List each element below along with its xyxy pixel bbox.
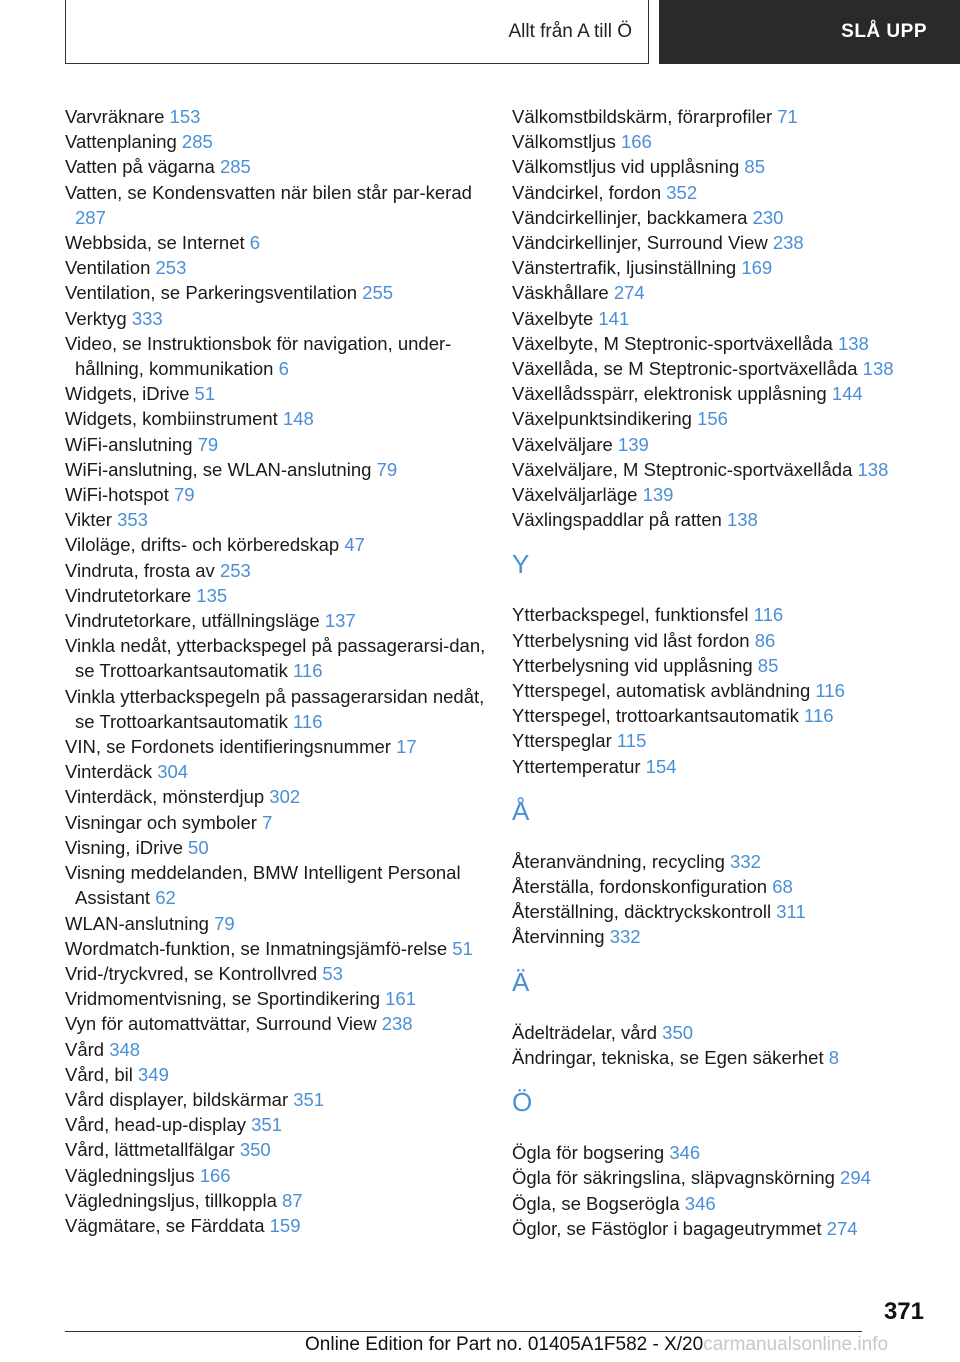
- index-entry: [512, 104, 952, 129]
- index-entry: [512, 1140, 952, 1165]
- entry-page-link[interactable]: 230: [752, 206, 784, 228]
- entry-text: Visning, iDrive: [65, 836, 183, 858]
- entry-text: Widgets, iDrive: [65, 383, 190, 405]
- index-entry: [65, 331, 505, 381]
- entry-page-link[interactable]: 8: [828, 1046, 840, 1068]
- entry-page-link[interactable]: 332: [609, 926, 641, 948]
- entry-text: Ytterbelysning vid låst fordon: [512, 629, 750, 651]
- index-entry: [65, 684, 505, 734]
- index-column-left: [65, 104, 505, 1238]
- entry-text: Växellådsspärr, elektronisk upplåsning: [512, 383, 827, 405]
- entry-text: Vindrutetorkare: [65, 584, 192, 606]
- letter-heading: Ö: [512, 1087, 533, 1118]
- entry-page-link[interactable]: 285: [219, 156, 251, 178]
- entry-text: Video, se Instruktionsbok för navigation, under‐hållning, kommunikation: [65, 332, 452, 380]
- index-column-right: [512, 104, 952, 1241]
- entry-text: Välkomstljus vid upplåsning: [512, 156, 740, 178]
- entry-page-link[interactable]: 137: [324, 610, 356, 632]
- entry-page-link[interactable]: 115: [616, 730, 647, 752]
- entry-text: Vägmätare, se Färddata: [65, 1214, 265, 1236]
- index-entry: [65, 558, 505, 583]
- entry-text: Välkomstljus: [512, 131, 616, 153]
- lookup-label: SLÅ UPP: [841, 21, 927, 42]
- index-entry: [65, 432, 505, 457]
- entry-text: Välkomstbildskärm, förarprofiler: [512, 106, 773, 127]
- index-entry: [512, 230, 952, 255]
- entry-page-link[interactable]: 79: [197, 433, 219, 455]
- entry-page-link[interactable]: 141: [598, 307, 630, 329]
- index-entry: [65, 961, 505, 986]
- entry-text: Ögla, se Bogserögla: [512, 1192, 680, 1214]
- entry-text: Visningar och symboler: [65, 811, 257, 833]
- entry-page-link[interactable]: 17: [396, 736, 417, 758]
- entry-text: Ögla för säkringslina, släpvagnskörning: [512, 1167, 835, 1189]
- entry-page-link[interactable]: 51: [452, 937, 473, 959]
- index-entry: [512, 703, 952, 728]
- entry-text: WLAN-anslutning: [65, 912, 209, 934]
- entry-page-link[interactable]: 86: [754, 629, 776, 651]
- entry-page-link[interactable]: 166: [620, 131, 652, 153]
- index-entry: [65, 1163, 505, 1188]
- entry-text: Vikter: [65, 509, 112, 531]
- index-entry: [512, 154, 952, 179]
- index-entry: [512, 432, 952, 457]
- entry-page-link[interactable]: 346: [669, 1142, 701, 1164]
- index-entry: [65, 1062, 505, 1087]
- entry-text: Växellåda, se M Steptronic-sportväxellåda: [512, 358, 858, 380]
- index-entry: [65, 734, 505, 759]
- index-entry: [65, 1112, 505, 1137]
- index-entry: [65, 1011, 505, 1036]
- entry-text: Vattenplaning: [65, 131, 177, 153]
- entry-text: Verktyg: [65, 307, 127, 329]
- index-entry: [512, 924, 952, 949]
- index-entry: [512, 1191, 952, 1216]
- entry-page-link[interactable]: 116: [293, 660, 323, 682]
- index-entry: [512, 1165, 952, 1190]
- entry-page-link[interactable]: 333: [131, 307, 163, 329]
- index-entry: [512, 899, 952, 924]
- index-entry: [65, 784, 505, 809]
- index-entry: [65, 154, 505, 179]
- entry-text: WiFi-anslutning, se WLAN-anslutning: [65, 458, 372, 480]
- entry-text: Återvinning: [512, 926, 605, 948]
- entry-page-link[interactable]: 351: [293, 1088, 325, 1110]
- index-entry: [512, 849, 952, 874]
- index-entry: [65, 860, 505, 910]
- entry-page-link[interactable]: 138: [857, 458, 889, 480]
- entry-text: Vyn för automattvättar, Surround View: [65, 1013, 377, 1035]
- entry-page-link[interactable]: 139: [617, 433, 649, 455]
- entry-text: Växlingspaddlar på ratten: [512, 509, 722, 531]
- entry-page-link[interactable]: 68: [772, 876, 793, 898]
- entry-page-link[interactable]: 285: [181, 131, 213, 153]
- entry-page-link[interactable]: 169: [741, 257, 773, 279]
- index-entry: [65, 835, 505, 860]
- entry-page-link[interactable]: 138: [726, 509, 758, 531]
- entry-text: Wordmatch-funktion, se Inmatningsjämfö‐relse: [65, 937, 448, 959]
- index-entry: [512, 205, 952, 230]
- index-entry: [65, 608, 505, 633]
- index-entry: [512, 356, 952, 381]
- entry-page-link[interactable]: 294: [840, 1167, 871, 1189]
- letter-heading: Å: [512, 795, 530, 826]
- entry-page-link[interactable]: 255: [362, 282, 394, 304]
- index-entry: [512, 180, 952, 205]
- entry-text: Vindrutetorkare, utfällningsläge: [65, 610, 320, 632]
- entry-text: Växelpunktsindikering: [512, 408, 692, 430]
- entry-text: Vrid-/tryckvred, se Kontrollvred: [65, 962, 318, 984]
- entry-text: Återställning, däcktryckskontroll: [512, 901, 772, 923]
- entry-text: Vänstertrafik, ljusinställning: [512, 257, 737, 279]
- footer: [305, 1334, 888, 1356]
- entry-text: Vinterdäck: [65, 761, 153, 783]
- entry-page-link[interactable]: 159: [269, 1214, 301, 1236]
- entry-text: Väskhållare: [512, 282, 609, 304]
- entry-page-link[interactable]: 116: [804, 705, 834, 727]
- index-entry: [512, 457, 952, 482]
- entry-page-link[interactable]: 351: [251, 1114, 283, 1136]
- index-entry: [65, 180, 505, 230]
- index-entry: [65, 759, 505, 784]
- entry-page-link[interactable]: 346: [684, 1192, 716, 1214]
- entry-text: Vändcirkellinjer, Surround View: [512, 232, 768, 254]
- entry-text: Vatten på vägarna: [65, 156, 215, 178]
- entry-text: Ventilation, se Parkeringsventilation: [65, 282, 358, 304]
- entry-text: Vård, head-up-display: [65, 1114, 246, 1136]
- entry-page-link[interactable]: 87: [282, 1189, 303, 1211]
- index-entry: [512, 129, 952, 154]
- page-header: [0, 0, 960, 68]
- entry-page-link[interactable]: 348: [109, 1038, 141, 1060]
- index-entry: [512, 1045, 952, 1070]
- entry-text: Vägledningsljus: [65, 1164, 195, 1186]
- entry-page-link[interactable]: 116: [293, 710, 323, 732]
- index-entry: [65, 986, 505, 1011]
- entry-text: Vård: [65, 1038, 105, 1060]
- entry-text: Återanvändning, recycling: [512, 850, 725, 872]
- entry-text: Viloläge, drifts- och körberedskap: [65, 534, 340, 556]
- index-entry: [512, 1216, 952, 1241]
- entry-page-link[interactable]: 6: [249, 232, 261, 254]
- index-entry: [65, 406, 505, 431]
- entry-text: Växelbyte: [512, 307, 594, 329]
- entry-text: Växelväljarläge: [512, 484, 638, 506]
- entry-page-link[interactable]: 238: [381, 1013, 413, 1035]
- entry-text: Vägledningsljus, tillkoppla: [65, 1189, 277, 1211]
- entry-text: Växelväljare: [512, 433, 613, 455]
- entry-text: Öglor, se Fästöglor i bagageutrymmet: [512, 1217, 822, 1239]
- index-entry: [65, 381, 505, 406]
- entry-page-link[interactable]: 139: [642, 484, 674, 506]
- entry-page-link[interactable]: 161: [385, 988, 417, 1010]
- entry-text: Widgets, kombiinstrument: [65, 408, 278, 430]
- entry-page-link[interactable]: 253: [155, 257, 187, 279]
- index-entry: [512, 728, 952, 753]
- index-entry: [65, 1213, 505, 1238]
- entry-text: Varvräknare: [65, 106, 165, 127]
- entry-page-link[interactable]: 253: [219, 559, 251, 581]
- entry-text: Ädelträdelar, vård: [512, 1021, 658, 1043]
- index-entry: [65, 633, 505, 683]
- entry-page-link[interactable]: 53: [322, 962, 343, 984]
- entry-text: Vård, bil: [65, 1063, 133, 1085]
- footer-edition: Online Edition for Part no. 01405A1F582 - X/20: [305, 1334, 704, 1355]
- entry-text: Ytterbackspegel, funktionsfel: [512, 604, 749, 626]
- entry-text: Vridmomentvisning, se Sportindikering: [65, 988, 380, 1010]
- entry-text: Vändcirkellinjer, backkamera: [512, 206, 748, 228]
- entry-page-link[interactable]: 116: [815, 680, 845, 702]
- entry-page-link[interactable]: 79: [173, 484, 195, 506]
- index-entry: [65, 507, 505, 532]
- entry-page-link[interactable]: 6: [278, 358, 289, 380]
- index-entry: [512, 482, 952, 507]
- entry-text: Ändringar, tekniska, se Egen säkerhet: [512, 1046, 824, 1068]
- index-entry: [65, 810, 505, 835]
- entry-page-link[interactable]: 50: [188, 836, 209, 858]
- entry-page-link[interactable]: 138: [837, 332, 869, 354]
- index-entry: [512, 1020, 952, 1045]
- entry-page-link[interactable]: 148: [282, 408, 314, 430]
- index-entry: [512, 653, 952, 678]
- entry-text: Ytterbelysning vid upplåsning: [512, 654, 753, 676]
- index-entry: [512, 331, 952, 356]
- entry-text: Visning meddelanden, BMW Intelligent Personal Assistant: [65, 862, 461, 909]
- entry-page-link[interactable]: 302: [269, 786, 301, 808]
- entry-text: Ventilation: [65, 257, 151, 279]
- index-entry: [65, 532, 505, 557]
- entry-page-link[interactable]: 304: [157, 761, 189, 783]
- page-number: 371: [883, 1298, 924, 1325]
- lookup-tab[interactable]: [659, 0, 960, 64]
- entry-page-link[interactable]: 311: [776, 901, 806, 923]
- index-entry: [512, 754, 952, 779]
- index-entry: [512, 628, 952, 653]
- entry-text: Återställa, fordonskonfiguration: [512, 876, 768, 898]
- entry-page-link[interactable]: 79: [376, 458, 398, 480]
- entry-text: Vinkla ytterbackspegeln på passagerarsidan nedåt, se Trottoarkantsautomatik: [65, 685, 485, 732]
- entry-text: Ytterspeglar: [512, 730, 612, 752]
- entry-page-link[interactable]: 332: [730, 850, 761, 872]
- entry-text: Vård displayer, bildskärmar: [65, 1088, 289, 1110]
- entry-page-link[interactable]: 79: [214, 912, 235, 934]
- index-entry: [65, 482, 505, 507]
- entry-page-link[interactable]: 47: [344, 534, 365, 556]
- entry-text: Växelbyte, M Steptronic-sportväxellåda: [512, 332, 833, 354]
- index-entry: [65, 230, 505, 255]
- entry-page-link[interactable]: 116: [753, 604, 784, 626]
- letter-heading: Y: [512, 549, 530, 580]
- index-entry: [65, 1087, 505, 1112]
- entry-text: Vindruta, frosta av: [65, 559, 215, 581]
- index-entry: [512, 406, 952, 431]
- index-entry: [65, 457, 505, 482]
- entry-page-link[interactable]: 135: [196, 584, 228, 606]
- entry-text: VIN, se Fordonets identifieringsnummer: [65, 736, 391, 758]
- index-entry: [512, 280, 952, 305]
- index-entry: [512, 255, 952, 280]
- entry-page-link[interactable]: 353: [117, 509, 148, 531]
- entry-page-link[interactable]: 350: [662, 1021, 694, 1043]
- footer-watermark: carmanualsonline.info: [703, 1334, 889, 1355]
- entry-page-link[interactable]: 85: [757, 654, 779, 676]
- index-entry: [512, 306, 952, 331]
- section-title-box: [65, 0, 649, 64]
- index-entry: [65, 1037, 505, 1062]
- entry-page-link[interactable]: 352: [666, 181, 698, 203]
- index-entry: [65, 280, 505, 305]
- index-entry: [65, 255, 505, 280]
- entry-page-link[interactable]: 7: [262, 811, 273, 833]
- entry-text: Vård, lättmetallfälgar: [65, 1139, 235, 1161]
- index-entry: [65, 1137, 505, 1162]
- index-entry: [65, 129, 505, 154]
- index-entry: [65, 104, 505, 129]
- index-entry: [65, 911, 505, 936]
- index-entry: [512, 874, 952, 899]
- entry-text: Vatten, se Kondensvatten när bilen står par‐kerad: [65, 181, 472, 203]
- entry-text: Ögla för bogsering: [512, 1142, 665, 1164]
- index-entry: [512, 602, 952, 627]
- index-entry: [65, 1188, 505, 1213]
- entry-text: WiFi-hotspot: [65, 484, 169, 506]
- entry-page-link[interactable]: 144: [831, 383, 863, 405]
- section-title: Allt från A till Ö: [508, 20, 632, 42]
- entry-page-link[interactable]: 85: [744, 156, 765, 178]
- entry-page-link[interactable]: 238: [772, 232, 804, 254]
- entry-text: Vinkla nedåt, ytterbackspegel på passagerarsi‐dan, se Trottoarkantsautomatik: [65, 635, 486, 682]
- entry-page-link[interactable]: 274: [613, 282, 645, 304]
- entry-text: Vinterdäck, mönsterdjup: [65, 786, 265, 808]
- index-entry: [512, 381, 952, 406]
- entry-page-link[interactable]: 71: [777, 106, 798, 127]
- entry-text: Ytterspegel, automatisk avbländning: [512, 680, 811, 702]
- index-entry: [65, 583, 505, 608]
- entry-text: Vändcirkel, fordon: [512, 181, 662, 203]
- entry-page-link[interactable]: 274: [826, 1217, 858, 1239]
- entry-text: Ytterspegel, trottoarkantsautomatik: [512, 705, 799, 727]
- entry-page-link[interactable]: 154: [645, 755, 677, 777]
- entry-page-link[interactable]: 153: [169, 106, 201, 127]
- entry-page-link[interactable]: 138: [862, 358, 894, 380]
- entry-page-link[interactable]: 350: [239, 1139, 271, 1161]
- index-entry: [65, 936, 505, 961]
- entry-page-link[interactable]: 62: [155, 887, 176, 909]
- entry-page-link[interactable]: 349: [138, 1063, 169, 1085]
- entry-text: Webbsida, se Internet: [65, 232, 245, 254]
- entry-text: WiFi-anslutning: [65, 433, 193, 455]
- entry-page-link[interactable]: 51: [194, 383, 216, 405]
- entry-text: Yttertemperatur: [512, 755, 641, 777]
- index-entry: [512, 507, 952, 532]
- letter-heading: Ä: [512, 966, 530, 997]
- entry-text: Växelväljare, M Steptronic-sportväxellåda: [512, 458, 853, 480]
- index-entry: [512, 678, 952, 703]
- entry-page-link[interactable]: 156: [697, 408, 728, 430]
- entry-page-link[interactable]: 166: [199, 1164, 231, 1186]
- entry-page-link[interactable]: 287: [75, 206, 106, 228]
- footer-divider: [65, 1331, 862, 1332]
- index-entry: [65, 306, 505, 331]
